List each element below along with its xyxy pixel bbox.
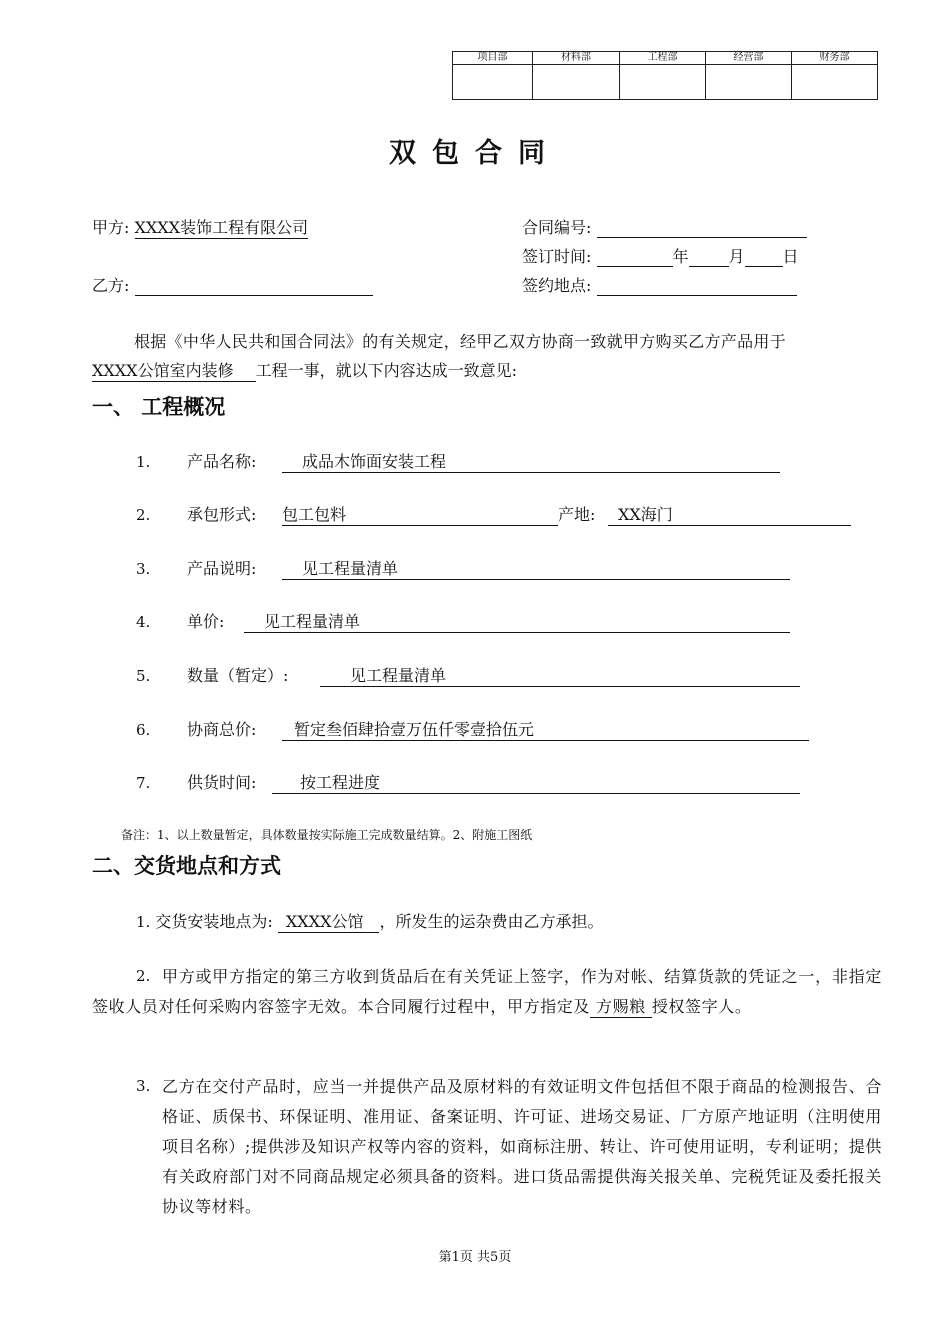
item-label: 产品说明: — [187, 559, 257, 578]
section-2-heading: 二、交货地点和方式 — [92, 854, 281, 878]
section-1-heading: 一、 工程概况 — [92, 395, 226, 419]
delivery-item-3-text: 乙方在交付产品时，应当一并提供产品及原材料的有效证明文件包括但不限于商品的检测报告、合格证、质保书、环保证明、准用证、备案证明、许可证、进场交易证、厂方原产地证明（注明使用项目名称）;提供涉及知识产权等内容的资料，如商标注册、转让、许可使用证明，专利证明；提供有关政府部门对不同商品规定必须具备的资料。进口货品需提供海关报关单、完税凭证及委托报关协议等材料。 — [162, 1077, 882, 1216]
delivery-pre: 交货安装地点为: — [155, 912, 273, 931]
sign-place-label: 签约地点: — [522, 276, 592, 295]
item-row — [136, 452, 447, 472]
sign-year-blank — [597, 248, 673, 267]
item-number: 2. — [136, 967, 151, 985]
item-row — [136, 612, 361, 632]
department-signoff-table — [452, 51, 878, 100]
item-number: 1. — [136, 913, 151, 931]
party-b — [92, 276, 373, 296]
item-number: 5. — [136, 667, 151, 685]
item-value: 按工程进度 — [272, 773, 800, 794]
item-number: 4. — [136, 613, 151, 631]
signoff-text-a: 甲方或甲方指定的第三方收到货品后在有关凭证上签字，作为对帐、结算货款的凭证之一，非指定签收人员对任何采购内容签字无效。本合同履行过程中，甲方指定及 — [92, 967, 882, 1016]
delivery-post: ，所发生的运杂费由乙方承担。 — [379, 912, 604, 931]
party-a — [92, 218, 308, 239]
delivery-item-3 — [136, 1072, 882, 1222]
signoff-cell — [620, 65, 706, 100]
note: 备注：1、以上数量暂定，具体数量按实际施工完成数量结算。2、附施工图纸 — [121, 828, 533, 842]
sign-date-label: 签订时间: — [522, 247, 592, 266]
authorized-person: 方赐粮 — [590, 997, 652, 1018]
item-row — [136, 720, 535, 740]
delivery-item-2 — [92, 962, 882, 1022]
month-label: 月 — [728, 247, 745, 266]
document-title: 双包合同 — [389, 138, 561, 169]
party-a-value: XXXX装饰工程有限公司 — [134, 218, 309, 237]
item-number: 2. — [136, 506, 151, 524]
item-label: 产品名称: — [187, 452, 257, 471]
sign-place-value — [597, 277, 797, 296]
item-label: 承包形式: — [187, 505, 257, 524]
intro-line-1: 根据《中华人民共和国合同法》的有关规定，经甲乙双方协商一致就甲方购买乙方产品用于 — [134, 332, 787, 351]
item-number: 3. — [136, 1077, 151, 1095]
dept-header: 财务部 — [792, 52, 878, 65]
item-number: 6. — [136, 721, 151, 739]
delivery-place: XXXX公馆 — [278, 912, 380, 933]
item-label: 供货时间: — [187, 773, 257, 792]
day-label: 日 — [782, 247, 799, 266]
signoff-text-b: 授权签字人。 — [651, 997, 752, 1016]
sign-month-blank — [689, 248, 729, 267]
dept-header: 工程部 — [620, 52, 706, 65]
origin-label: 产地: — [558, 505, 596, 524]
item-label: 单价: — [187, 612, 225, 631]
party-b-label: 乙方: — [92, 276, 130, 295]
item-number: 7. — [136, 774, 151, 792]
signoff-cell — [453, 65, 533, 100]
item-label: 数量（暂定）: — [187, 666, 289, 685]
dept-header: 项目部 — [453, 52, 533, 65]
party-b-value — [135, 277, 373, 296]
intro-rest: 工程一事，就以下内容达成一致意见: — [255, 361, 517, 380]
delivery-item-2-text — [92, 962, 882, 1022]
signoff-cell — [706, 65, 792, 100]
year-label: 年 — [672, 247, 689, 266]
delivery-item-1 — [136, 912, 604, 933]
contract-number-value — [597, 219, 807, 238]
item-number: 3. — [136, 560, 151, 578]
origin-value: XX海门 — [608, 505, 851, 526]
page-footer: 第1页 共5页 — [438, 1250, 512, 1265]
item-row — [136, 559, 399, 579]
item-value: 见工程量清单 — [320, 666, 800, 687]
item-value: 成品木饰面安装工程 — [282, 452, 780, 473]
item-value: 暂定叁佰肆拾壹万伍仟零壹拾伍元 — [282, 720, 809, 741]
contract-number — [522, 218, 807, 238]
item-row — [136, 666, 447, 686]
dept-header: 材料部 — [533, 52, 620, 65]
contract-number-label: 合同编号: — [522, 218, 592, 237]
project-name: XXXX公馆室内装修 — [92, 361, 256, 382]
item-row — [136, 505, 673, 525]
sign-day-blank — [745, 248, 783, 267]
sign-place — [522, 276, 797, 296]
sign-date — [522, 247, 799, 267]
item-number: 1. — [136, 453, 151, 471]
intro-line-2 — [92, 361, 517, 382]
item-value: 见工程量清单 — [282, 559, 790, 580]
signoff-cell — [533, 65, 620, 100]
signoff-cell — [792, 65, 878, 100]
item-value: 包工包料 — [282, 505, 558, 526]
dept-header: 经营部 — [706, 52, 792, 65]
party-a-label: 甲方: — [92, 218, 130, 237]
item-label: 协商总价: — [187, 720, 257, 739]
item-value: 见工程量清单 — [244, 612, 790, 633]
item-row — [136, 773, 381, 793]
